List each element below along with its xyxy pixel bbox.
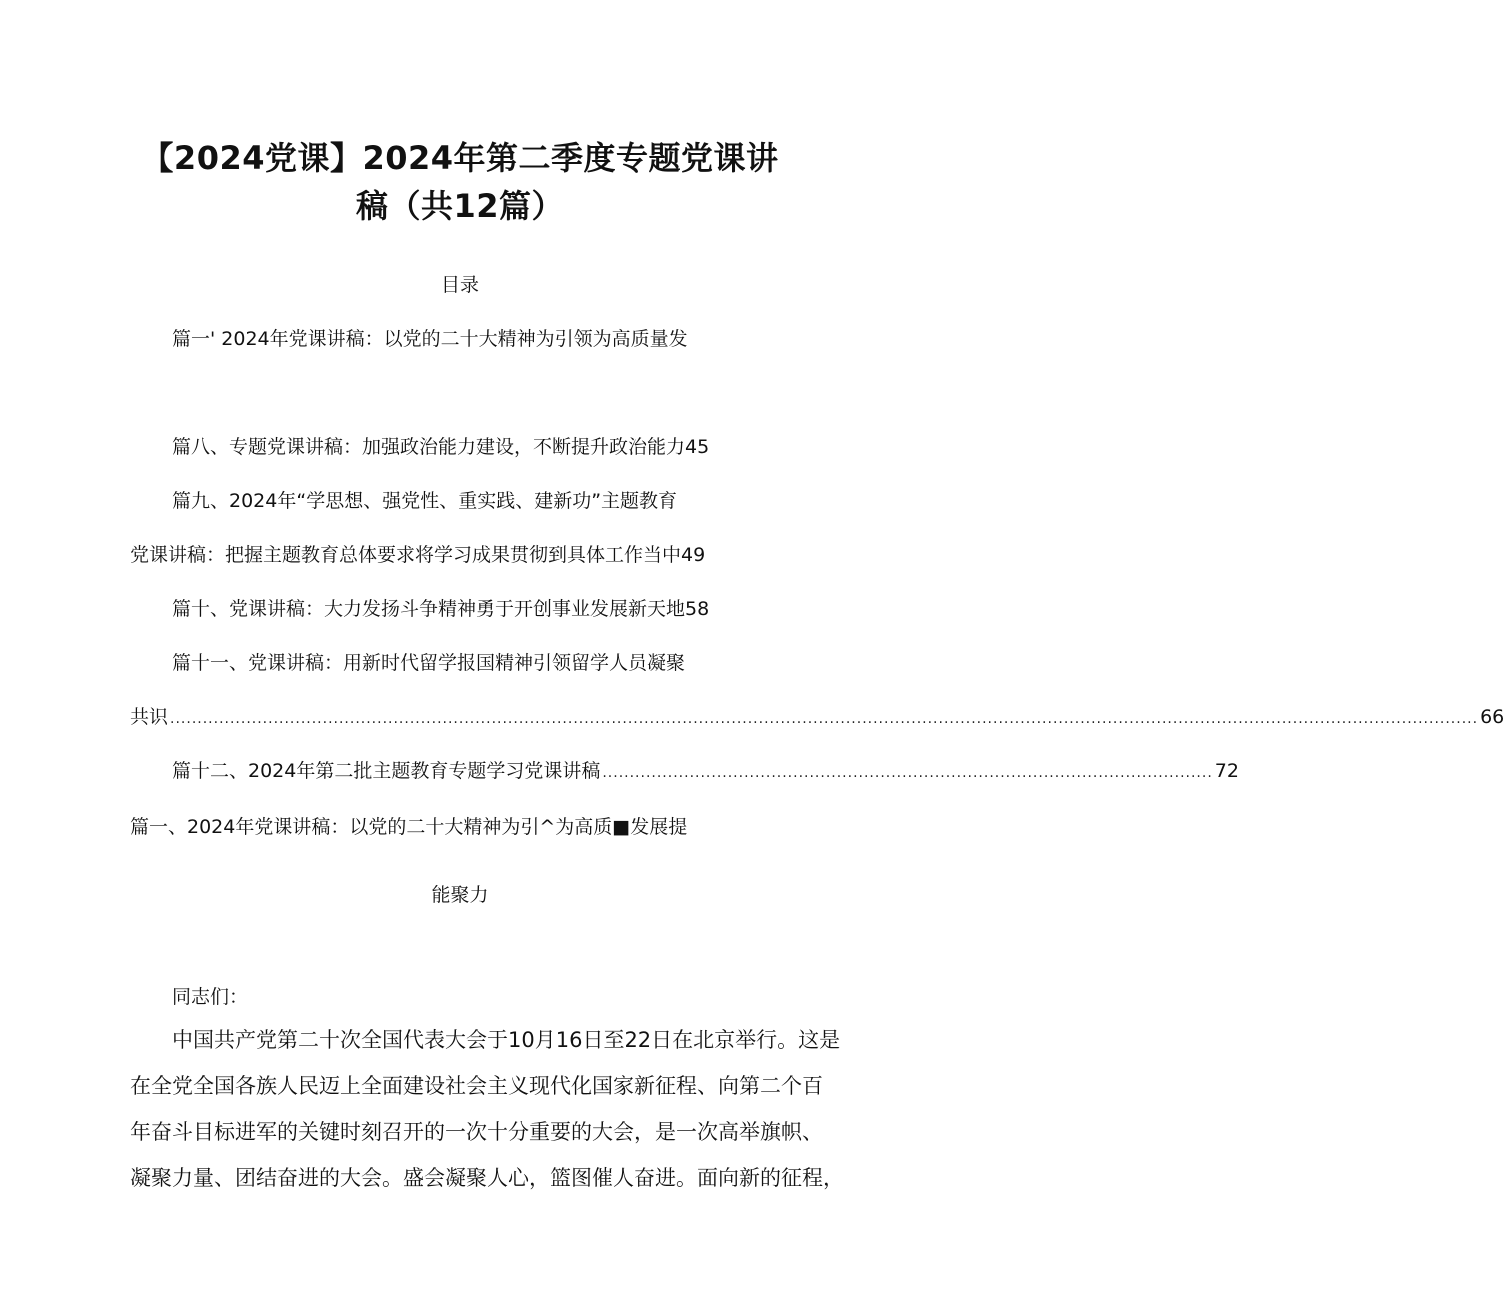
toc-entry-page: 58	[685, 598, 710, 620]
section-heading-line-1: 篇一、2024年党课讲稿：以党的二十大精神为引^为高质■发展提	[130, 816, 688, 838]
toc-entry-text: 共识	[130, 706, 169, 728]
toc-entry-4[interactable]	[130, 542, 705, 568]
toc-entry-8[interactable]	[172, 758, 1239, 786]
section-heading-line-2: 能聚力	[431, 884, 489, 906]
toc-entry-3[interactable]: 篇九、2024年“学思想、强党性、重实践、建新功”主题教育	[172, 490, 678, 512]
salutation: 同志们：	[172, 986, 249, 1008]
body-line-2: 在全党全国各族人民迈上全面建设社会主义现代化国家新征程、向第二个百	[130, 1074, 823, 1098]
toc-entry-text: 篇十、党课讲稿：大力发扬斗争精神勇于开创事业发展新天地	[172, 598, 686, 620]
toc-dot-leader: ................................................................................................................	[602, 765, 1213, 781]
body-line-1: 中国共产党第二十次全国代表大会于10月16日至22日在北京举行。这是	[172, 1028, 841, 1052]
toc-entry-page: 45	[685, 436, 710, 458]
toc-dot-leader: ................................................................................................................................................................................................................................................	[170, 711, 1479, 727]
body-line-3: 年奋斗目标进军的关键时刻召开的一次十分重要的大会，是一次高举旗帜、	[130, 1120, 823, 1144]
toc-heading: 目录	[440, 274, 479, 296]
toc-entry-5[interactable]	[172, 596, 709, 622]
toc-entry-text: 篇八、专题党课讲稿：加强政治能力建设，不断提升政治能力	[172, 436, 686, 458]
body-line-4: 凝聚力量、团结奋进的大会。盛会凝聚人心，篮图催人奋进。面向新的征程，	[130, 1166, 844, 1190]
toc-entry-page: 72	[1214, 760, 1239, 782]
toc-entry-2[interactable]	[172, 434, 709, 460]
toc-entry-page: 66	[1480, 706, 1504, 728]
toc-entry-text: 篇十二、2024年第二批主题教育专题学习党课讲稿	[172, 760, 601, 782]
document-title-line-2: 稿（共12篇）	[355, 187, 565, 225]
toc-entry-1[interactable]: 篇一' 2024年党课讲稿：以党的二十大精神为引领为高质量发	[172, 328, 688, 350]
toc-entry-6[interactable]: 篇十一、党课讲稿：用新时代留学报国精神引领留学人员凝聚	[172, 652, 686, 674]
toc-entry-7[interactable]	[130, 704, 1504, 732]
toc-entry-text: 党课讲稿：把握主题教育总体要求将学习成果贯彻到具体工作当中	[130, 544, 682, 566]
document-title-line-1: 【2024党课】2024年第二季度专题党课讲	[141, 139, 779, 177]
toc-entry-page: 49	[681, 544, 706, 566]
